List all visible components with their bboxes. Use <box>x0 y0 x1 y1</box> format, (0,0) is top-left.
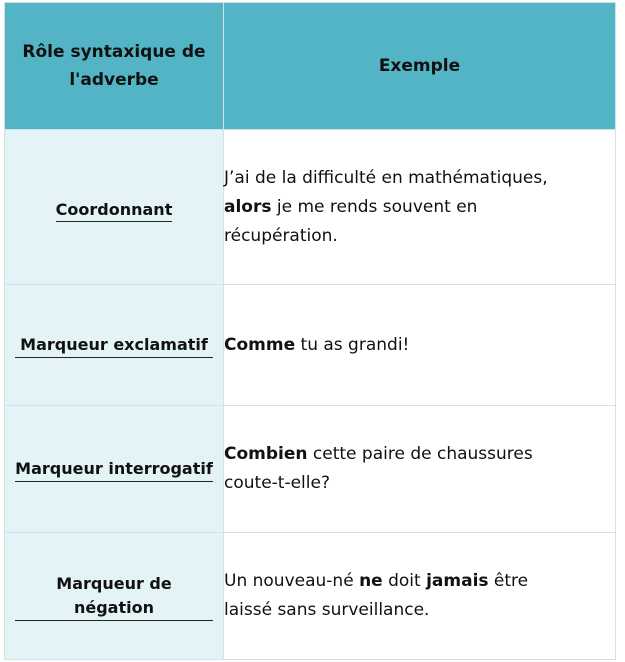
example-fragment: être laissé sans surveillance. <box>224 571 529 620</box>
role-cell <box>5 406 224 533</box>
example-text <box>224 567 569 625</box>
role-label: Marqueur de négation <box>15 572 213 621</box>
example-cell <box>224 285 616 406</box>
example-fragment: tu as grandi! <box>295 334 410 355</box>
role-label: Marqueur exclamatif <box>15 333 213 358</box>
table-row <box>5 533 616 660</box>
role-label: Coordonnant <box>56 199 173 222</box>
example-text <box>224 440 569 498</box>
example-cell <box>224 406 616 533</box>
example-keyword: ne <box>359 571 383 591</box>
example-keyword: Comme <box>224 334 296 355</box>
header-example <box>224 3 616 130</box>
role-label: Marqueur interrogatif <box>15 457 213 482</box>
example-keyword: Combien <box>224 444 308 464</box>
example-fragment: je me rends souvent en récupération. <box>224 196 478 246</box>
example-keyword: alors <box>224 196 272 217</box>
example-cell <box>224 533 616 660</box>
example-text <box>224 331 615 360</box>
role-cell <box>5 533 224 660</box>
header-role <box>5 3 224 130</box>
header-role-label: Rôle syntaxique de l'adverbe <box>22 42 206 90</box>
adverb-role-table <box>4 2 616 660</box>
example-fragment: J’ai de la difficulté en mathématiques, <box>224 167 548 188</box>
role-cell <box>5 130 224 285</box>
example-fragment: doit <box>382 571 427 591</box>
example-fragment: Un nouveau-né <box>224 571 360 591</box>
example-keyword: jamais <box>426 571 489 591</box>
table-row <box>5 130 616 285</box>
role-cell <box>5 285 224 406</box>
header-row <box>5 3 616 130</box>
header-example-label: Exemple <box>378 56 461 76</box>
example-fragment: cette paire de chaussures coute-t-elle? <box>224 444 533 493</box>
example-cell <box>224 130 616 285</box>
example-text <box>224 164 584 251</box>
table-row <box>5 406 616 533</box>
table-row <box>5 285 616 406</box>
